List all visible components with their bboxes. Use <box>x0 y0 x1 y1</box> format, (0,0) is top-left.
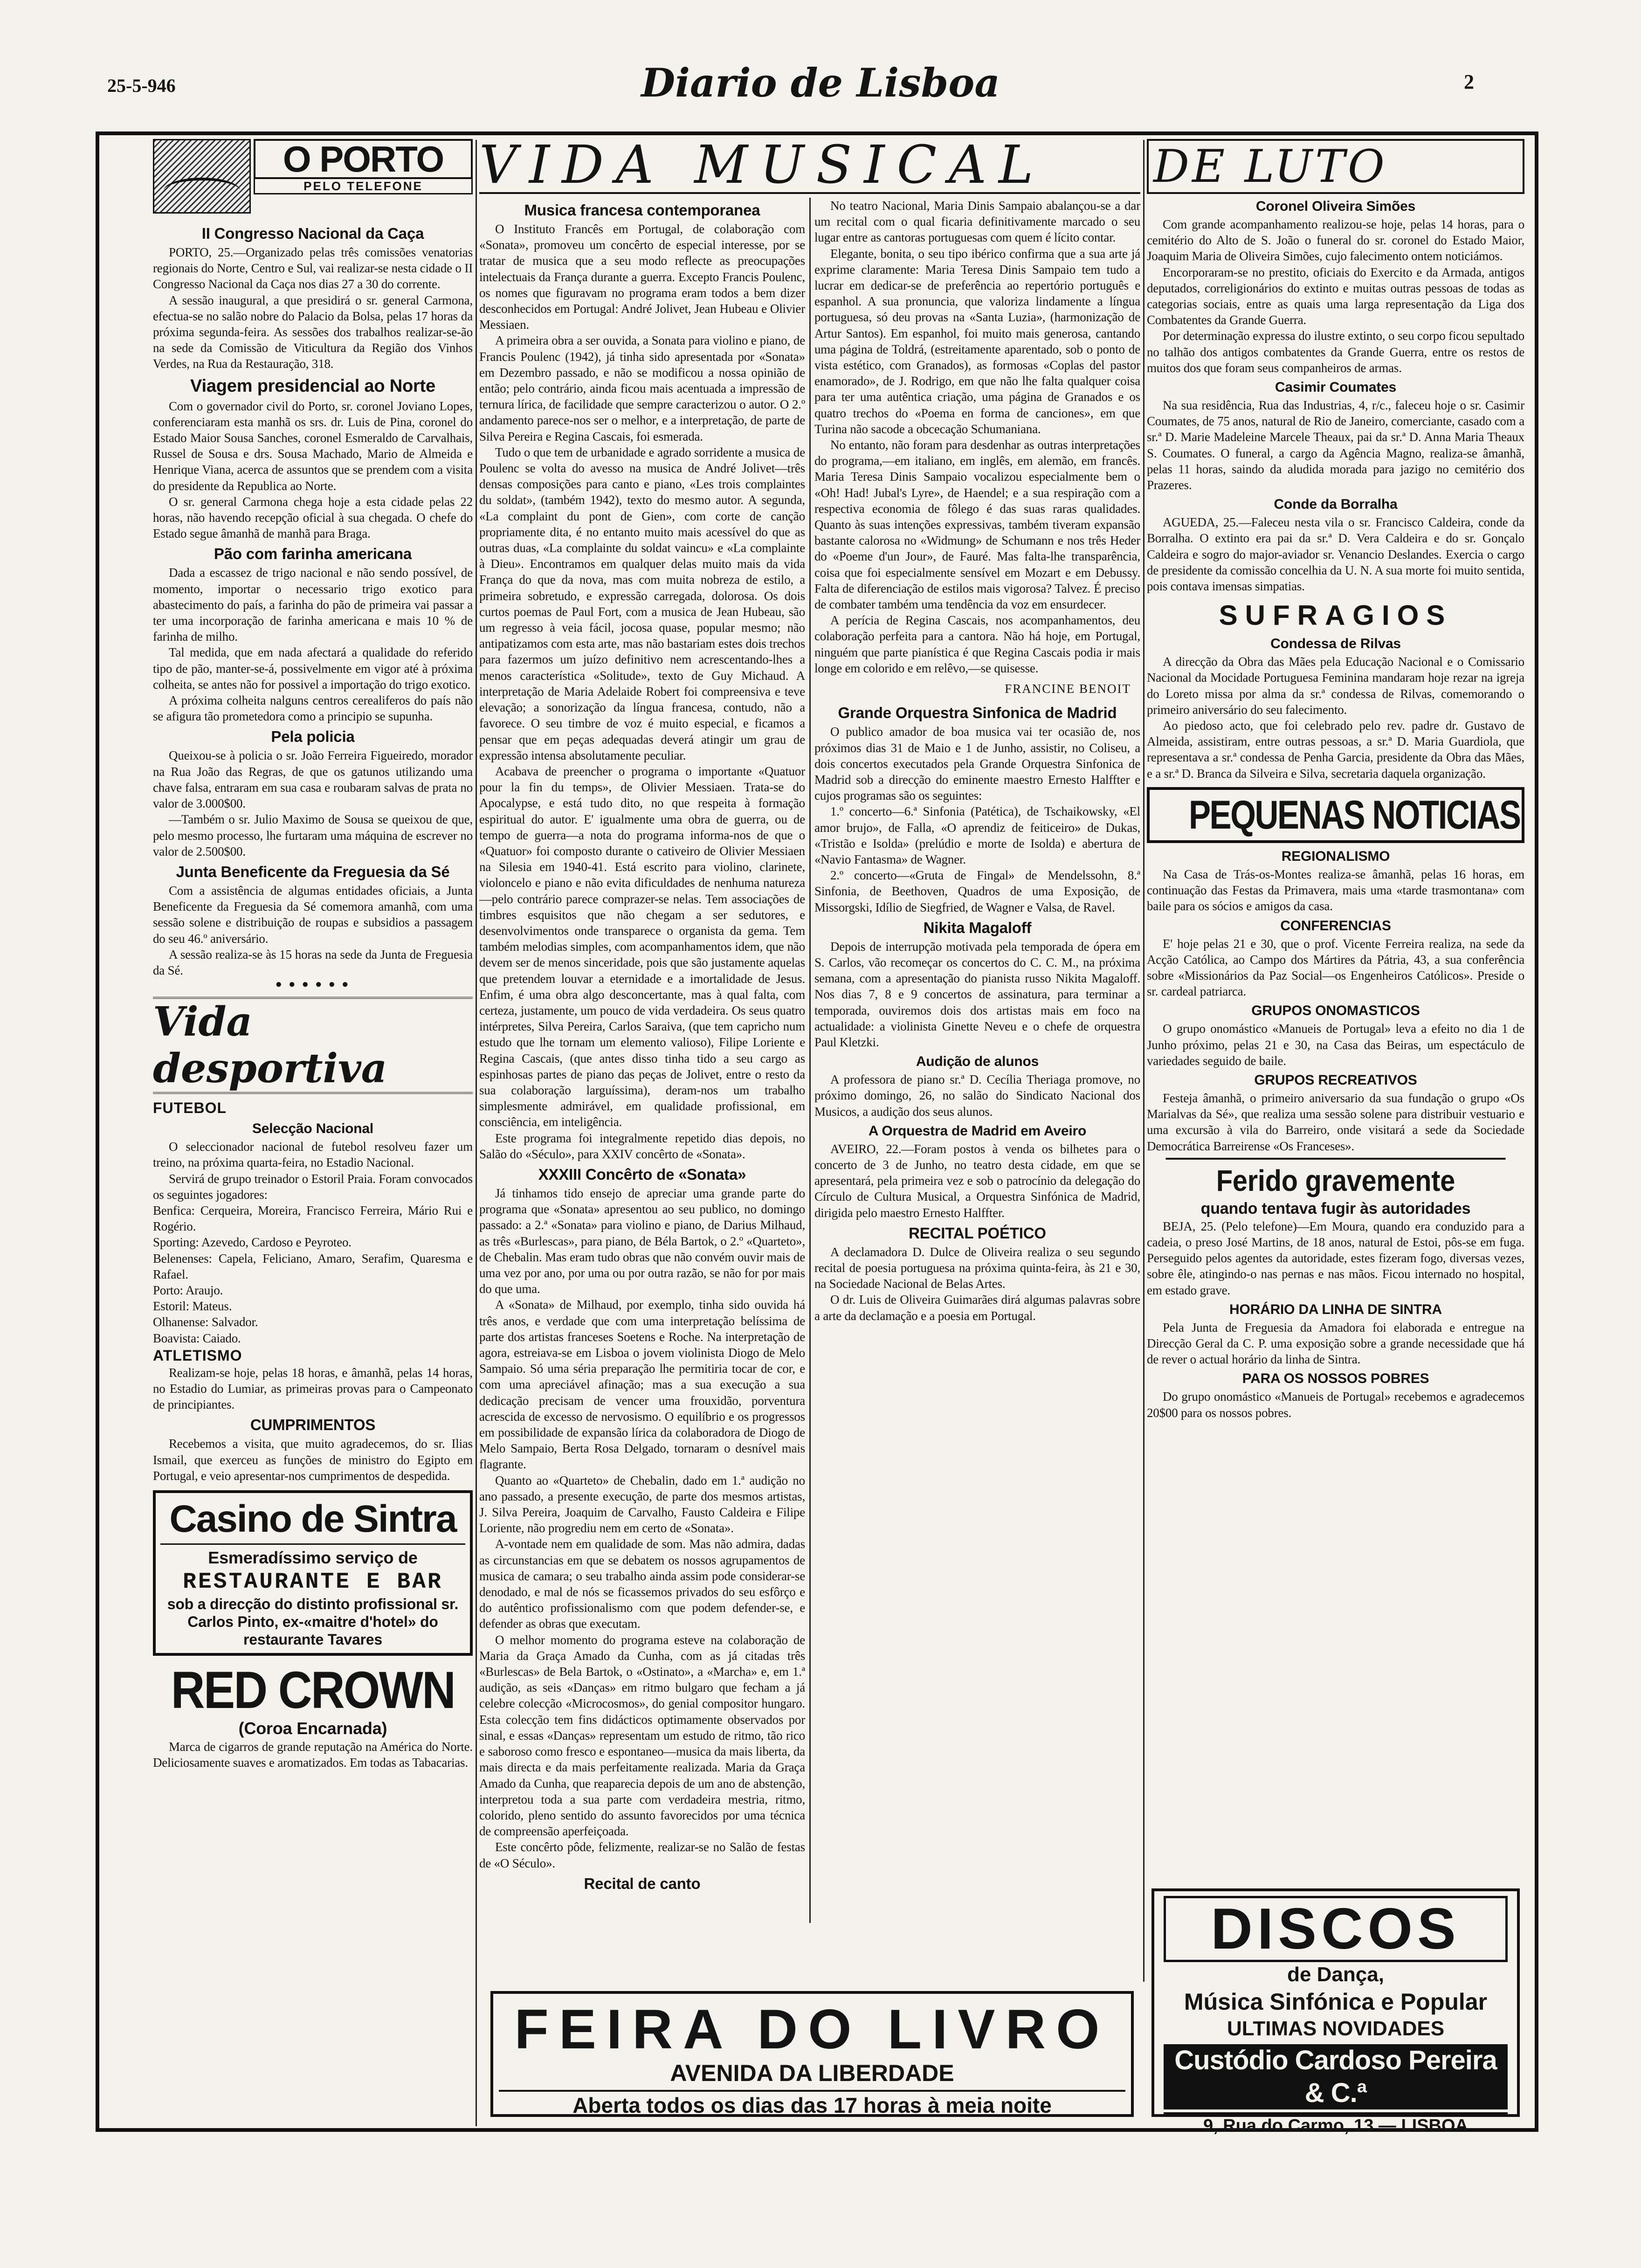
ad-title: FEIRA DO LIVRO <box>514 1998 1110 2061</box>
pequenas-noticias-banner <box>1147 787 1524 843</box>
headline: HORÁRIO DA LINHA DE SINTRA <box>1229 1301 1442 1317</box>
paragraph: Com o governador civil do Porto, sr. coronel Joviano Lopes, conferenciaram esta manhã os srs. dr. Luis de Pina, coronel do Estado Maior Sousa Sanches, coronel Esmeraldo de Carvalhais, Russel de Sousa e drs. Sousa Machado, Mario de Almeida e Henrique Viana, acerca de assuntos que se prendem com a visita do presidente da Republica ao Norte. <box>153 399 473 493</box>
headline-large: Ferido gravemente <box>1166 1158 1506 1199</box>
headline: Conde da Borralha <box>1274 497 1398 512</box>
paragraph: Na Casa de Trás-os-Montes realiza-se âmanhã, pelas 16 horas, em continuação das Festas da Primavera, mais uma «tarde trasmontana» com baile para os sócios e amigos da casa. <box>1147 867 1524 913</box>
paragraph: O melhor momento do programa esteve na colaboração de Maria da Graça Amado da Cunha, com as já citadas três «Burlescas» de Bela Bartok, o «Ostinato», a «Marcha» e, em 1.ª audição, as seis «Danças» em ritmo bulgaro que fecham a já celebre colecção «Microcosmos», do genial compositor hungaro. Esta colecção tem fins didácticos optimamente observados por sinal, e essas «Danças» representam um estudo de ritmo, tão rico e saboroso como fresco e espontaneo—musica da mais liberta, da mais directa e da mais perfeitamente realizada. Maria da Graça Amado da Cunha, que reaparecia depois de um ano de abstenção, interpretou toda a sua parte com verdadeira mestria, ritmo, colorido, pleno sentido do assunto favorecidos por uma técnica de compreensão aperfeiçoada. <box>479 1632 805 1839</box>
ad-line: ULTIMAS NOVIDADES <box>1227 2017 1445 2040</box>
list-item: Porto: Araujo. <box>153 1283 223 1297</box>
subsection-title: FUTEBOL <box>153 1099 227 1117</box>
headline: GRUPOS ONOMASTICOS <box>1251 1003 1420 1019</box>
paragraph: O dr. Luis de Oliveira Guimarães dirá algumas palavras sobre a arte da declamação e a poesia em Portugal. <box>814 1293 1140 1323</box>
paragraph: PORTO, 25.—Organizado pelas três comissões venatorias regionais do Norte, Centro e Sul, vai realizar-se nesta cidade o II Congresso Nacional da Caça nos dias 27 a 30 do corrente. <box>153 245 473 291</box>
section-title: VIDA MUSICAL <box>479 139 1140 194</box>
list-item: Sporting: Azevedo, Cardoso e Peyroteo. <box>153 1235 352 1250</box>
author-signature: FRANCINE BENOIT <box>1005 682 1131 696</box>
headline: A Orquestra de Madrid em Aveiro <box>868 1123 1087 1139</box>
paragraph: Elegante, bonita, o seu tipo ibérico confirma que a sua arte já exprime claramente: Maria Teresa Dinis Sampaio tem tudo a lucrar em dedicar-se de preferência ao repertório português e espanhol. A sua pronuncia, que valoriza lindamente a língua portuguesa, só deu provas na «Santa Luzia», (harmonização de Artur Santos). Em espanhol, foi muito mais generosa, cantando uma página de Toldrá, (estreitamente aparentado, sob o ponto de vista estético, com Granados), as formosas «Coplas del pastor enamorado», de J. Rodrigo, em que não lhe falta qualquer coisa para ter uma autêntica criação, uma página de Granados e os quatro trechos do «Poema en forma de canciones», em que Turina não sacode a obcecação Schumaniana. <box>814 246 1140 436</box>
list-item: Belenenses: Capela, Feliciano, Amaro, Serafim, Quaresma e Rafael. <box>153 1251 473 1281</box>
paragraph: —Também o sr. Julio Maximo de Sousa se queixou de que, pelo mesmo processo, lhe furtaram uma máquina de escrever no valor de 2.500$00. <box>153 812 473 858</box>
paragraph: Tal medida, que em nada afectará a qualidade do referido tipo de pão, manter-se-á, possivelmente em vigor até à próxima colheita, se antes não for possivel a importação do trigo exotico. <box>153 645 473 691</box>
ad-title: Casino de Sintra <box>169 1497 456 1540</box>
paragraph: A perícia de Regina Cascais, nos acompanhamentos, deu colaboração perfeita para a cantora. Não há hoje, em Portugal, ninguém que parte pianística é que Regina Cascais podia ir mais longe em colorido e em relêvo,—se quisesse. <box>814 613 1140 675</box>
headline: Musica francesa contemporanea <box>524 201 760 219</box>
paragraph: A professora de piano sr.ª D. Cecília Theriaga promove, no próximo domingo, 26, no salão do Sindicato Nacional dos Musicos, a audição dos seus alunos. <box>814 1072 1140 1119</box>
ad-line: sob a direcção do distinto profissional sr. Carlos Pinto, ex-«maitre d'hotel» do restaurante Tavares <box>167 1595 459 1648</box>
ad-text: Marca de cigarros de grande reputação na América do Norte. Deliciosamente suaves e aromatizados. Em todas as Tabacarias. <box>153 1739 473 1770</box>
paragraph: A sessão realiza-se às 15 horas na sede da Junta de Freguesia da Sé. <box>153 947 473 977</box>
headline: Casimir Coumates <box>1275 380 1397 395</box>
headline: Coronel Oliveira Simões <box>1255 199 1416 214</box>
paragraph: Acabava de preencher o programa o importante «Quatuor pour la fin du temps», de Olivier Messiaen. Trata-se do Apocalypse, e está tudo dito, no que respeita à formação espiritual do autor. E' igualmente uma obra de guerra, ou de tempo de guerra—a nota do programa informa-nos de que o «Quatuor» foi composto durante o cativeiro de Olivier Messiaen na Silesia em 1940-41. Está escrito para violino, clarinete, violoncelo e piano e não evita dificuldades de nenhuma natureza—pelo contrário parece comprazer-se nelas. Tem associações de timbres esquisitos que não chegam a ser sedutores, e desenvolvimentos onde transparece o organista da gema. Tem também melodias simples, com acompanhamentos idem, que não devem ser de menos sinceridade, pois que são justamente aquelas que pretendem louvar a eternidade e a imortalidade de Jesus. Enfim, é uma obra algo desconcertante, mas à qual falta, com certeza, justamente, um pouco de vida verdadeira. Os seus quatro intérpretes, Silva Pereira, Carlos Saraiva, (que tem capricho num estudo que lhe tornam um elemento valioso), Filipe Loriente e Regina Cascais, (que antes disso tinha tido a seu cargo as espinhosas partes de piano das peças de Jolivet, entre o resto da sua colaboração larguíssima), deram-nos um trabalho simplesmente admirável, em qualidade profissional, em consciência, em inteligência. <box>479 764 805 1129</box>
paragraph: Tudo o que tem de urbanidade e agrado sorridente a musica de Poulenc se volta do avesso na musica de André Jolivet—três densas composições para canto e piano, «Les trois complaintes du soldat», (também 1942), texto do mesmo autor. A segunda, «La complaint du pont de Gien», com corte de canção propriamente dita, é no entanto muito mais acessível do que as outras duas, «La complainte du soldat vaincu» e «La complainte à Dieu». Encontramos em qualquer delas muito mais da vida França do que da nova, mas com muita nobreza de estilo, a primeira sobretudo, e expressão carregada, dolorosa. Os dois curtos poemas de Paul Fort, com a musica de Jean Hubeau, são um regresso à veia fácil, jocosa quase, popular mesmo; não antipatizamos com esta arte, mas não bastariam estes dois trechos para fazermos um juízo definitivo nem acrescentando-lhes a menos característica «Solitude», texto de Guy Michaud. A interpretação de Maria Adelaide Robert foi compreensiva e teve elevação; a sonorização da língua francesa, contudo, não a favorece. O seu timbre de voz é muito especial, e ficamos a pensar que em peças adequadas deverá atingir um grau de expressão intensa absolutamente peculiar. <box>479 445 805 762</box>
headline: CUMPRIMENTOS <box>250 1416 376 1434</box>
paragraph: Quanto ao «Quarteto» de Chebalin, dado em 1.ª audição no ano passado, a presente execução, de parte dos mesmos artistas, J. Silva Pereira, Joaquim de Carvalho, Fausto Caldeira e Filipe Loriente, não progrediu nem em certo de «Sonata». <box>479 1473 805 1535</box>
paragraph: 2.º concerto—«Gruta de Fingal» de Mendelssohn, 8.ª Sinfonia, de Beethoven, Quadros de uma Exposição, de Missorgski, Idílio de Siegfried, de Wagner e Valsa, de Ravel. <box>814 868 1140 914</box>
paragraph: E' hoje pelas 21 e 30, que o prof. Vicente Ferreira realiza, na sede da Acção Católica, ao Campo dos Mártires da Pátria, 43, a sua conferência sobre «Missionários da Paz Social—os Engenheiros Católicos». Preside o sr. cardeal patriarca. <box>1147 936 1524 999</box>
paragraph: Recebemos a visita, que muito agradecemos, do sr. Ilias Ismail, que exerceu as funções de ministro do Egipto em Portugal, e veio apresentar-nos cumprimentos de despedida. <box>153 1437 473 1483</box>
issue-date: 25-5-946 <box>107 75 176 96</box>
porto-logo <box>153 139 473 218</box>
paragraph: A direcção da Obra das Mães pela Educação Nacional e o Comissario Nacional da Mocidade Portuguesa Feminina mandaram hoje rezar na igreja do Loreto missa por alma da sr.ª condessa de Rilvas, comemorando o primeiro aniversário do seu falecimento. <box>1147 655 1524 717</box>
paragraph: O sr. general Carmona chega hoje a esta cidade pelas 22 horas, não havendo recepção oficial à sua chegada. O chefe do Estado segue âmanhã de manhã para Braga. <box>153 494 473 541</box>
player-list <box>153 1203 473 1346</box>
ad-line: Esmeradíssimo serviço de <box>160 1543 465 1569</box>
headline: PARA OS NOSSOS POBRES <box>1242 1371 1429 1387</box>
ad-company: Custódio Cardoso Pereira & C.ª <box>1164 2044 1508 2109</box>
casino-sintra-ad <box>153 1490 473 1656</box>
paragraph: Realizam-se hoje, pelas 18 horas, e âmanhã, pelas 14 horas, no Estadio do Lumiar, as primeiras provas para o Campeonato de principiantes. <box>153 1365 473 1412</box>
paragraph: Por determinação expressa do ilustre extinto, o seu corpo ficou sepultado no talhão dos antigos combatentes da Grande Guerra, entre os restos de muitos dos que foram seus companheiros de armas. <box>1147 329 1524 375</box>
paragraph: Pela Junta de Freguesia da Amadora foi elaborada e entregue na Direcção Geral da C. P. uma exposição sobre a grande necessidade que há de rever o actual horário da linha de Sintra. <box>1147 1320 1524 1367</box>
paragraph: Depois de interrupção motivada pela temporada de ópera em S. Carlos, vão recomeçar os concertos do C. C. M., na próxima semana, com a apresentação do pianista russo Nikita Magaloff. Nos dias 7, 8 e 9 concertos de assinatura, para terminar a temporada, ouviremos dois dos artistas mais em foco na actualidade: a violinista Ginette Neveu e o chefe de orquestra Paul Kletzki. <box>814 939 1140 1049</box>
paragraph: No entanto, não foram para desdenhar as outras interpretações do programa,—em italiano, em inglês, em alemão, em francês. Maria Teresa Dinis Sampaio vocalizou especialmente bem o «Oh! Had! Jubal's Lyre», de Haendel; e a sua respiração com a respectiva economia de fôlego é das suas raras qualidades. Quanto às suas intenções expressivas, também tiveram expansão bastante calorosa no «Widmung» de Schumann e nos três Heder do «Poeme d'un Jour», de Fauré. Mas falta-lhe transparência, coisa que foi especialmente sensível em Mozart e em Debussy. Falta de diferenciação de estilos mais vigorosa? Talvez. É preciso de combater também uma tendência da voz em ensurdecer. <box>814 438 1140 612</box>
section-title: SUFRAGIOS <box>1219 600 1453 631</box>
headline: Recital de canto <box>584 1874 701 1892</box>
headline: Audição de alunos <box>916 1054 1039 1070</box>
section-title: DE LUTO <box>1147 139 1524 194</box>
headline: Viagem presidencial ao Norte <box>190 376 435 396</box>
list-item: Olhanense: Salvador. <box>153 1315 258 1329</box>
paragraph: AGUEDA, 25.—Faleceu nesta vila o sr. Francisco Caldeira, conde da Borralha. O extinto era pai da sr.ª D. Vera Caldeira e do sr. Gonçalo Caldeira e sogro do major-aviador sr. Venancio Deslandes. Exercia o cargo de presidente da comissão concelhia da U. N. A sua morte foi muito sentida, pois contava imensas simpatias. <box>1147 515 1524 594</box>
paragraph: Com grande acompanhamento realizou-se hoje, pelas 14 horas, para o cemitério do Alto de S. João o funeral do sr. coronel do Estado Maior, Joaquim Maria de Oliveira Simões, cujo falecimento ontem noticiámos. <box>1147 217 1524 263</box>
paragraph: A sessão inaugural, a que presidirá o sr. general Carmona, efectua-se no salão nobre do Palacio da Bolsa, pelas 17 horas da próxima segunda-feira. As sessões dos trabalhos realizar-se-ão na sede da Comissão de Viticultura da Região dos Vinhos Verdes, na Rua da Restauração, 318. <box>153 293 473 371</box>
red-crown-ad <box>153 1662 473 1770</box>
porto-logo-title: O PORTO <box>254 139 473 179</box>
headline: GRUPOS RECREATIVOS <box>1254 1072 1417 1088</box>
paragraph: AVEIRO, 22.—Foram postos à venda os bilhetes para o concerto de 3 de Junho, no teatro desta cidade, em que se apresentará, pela primeira vez e sob o patrocínio da delegação do Círculo de Cultura Musical, a Orquestra Sinfónica de Madrid, dirigida pelo maestro Ernesto Halffter. <box>814 1141 1140 1220</box>
headline: Condessa de Rilvas <box>1270 636 1401 652</box>
subsection-title: ATLETISMO <box>153 1347 242 1364</box>
paragraph: Com a assistência de algumas entidades oficiais, a Junta Beneficente da Freguesia da Sé comemora amanhã, com uma sessão solene e distribuição de roupas e subsidios a passagem do seu 46.º aniversário. <box>153 883 473 946</box>
paragraph: A declamadora D. Dulce de Oliveira realiza o seu segundo recital de poesia portuguesa na próxima quinta-feira, às 21 e 30, na Sociedade Nacional de Belas Artes. <box>814 1245 1140 1291</box>
paragraph: O seleccionador nacional de futebol resolveu fazer um treino, na próxima quarta-feira, no Estadio Nacional. <box>153 1140 473 1170</box>
newspaper-title: Diario de Lisboa <box>641 60 1000 106</box>
paragraph: A primeira obra a ser ouvida, a Sonata para violino e piano, de Francis Poulenc (1942), já tinha sido apresentada por «Sonata» em Dezembro passado, e não se modificou a nossa opinião de então; pelo contrário, ainda ficou mais acentuada a impressão de ternura lírica, de facilidade que sempre caracterizou o autor. O 2.º andamento parece-nos ser o melhor, e a interpretação, de parte de Silva Pereira e Regina Cascais, foi esmerada. <box>479 333 805 443</box>
headline: Pela policia <box>271 728 355 746</box>
column-rule <box>1143 140 1145 1982</box>
paragraph: Queixou-se à policia o sr. João Ferreira Figueiredo, morador na Rua João das Regras, de que os gatunos utilizando uma chave falsa, entraram em sua casa e roubaram salvas de prata no valor de 3.000$00. <box>153 748 473 811</box>
headline: Pão com farinha americana <box>214 545 412 563</box>
page-number: 2 <box>1464 70 1474 93</box>
list-item: Boavista: Caiado. <box>153 1331 241 1345</box>
headline: Grande Orquestra Sinfonica de Madrid <box>838 704 1117 722</box>
ad-line: de Dança, <box>1287 1963 1384 1986</box>
paragraph: O Instituto Francês em Portugal, de colaboração com «Sonata», promoveu um concêrto de especial interesse, por se tratar de musica que a seu modo reflecte as preocupações intelectuais da França durante a guerra. Excepto Francis Poulenc, os nomes que figuravam no programa eram todos a bem dizer desconhecidos em Portugal: André Jolivet, Jean Hubeau e Olivier Messiaen. <box>479 222 805 332</box>
headline: CONFERENCIAS <box>1280 918 1391 933</box>
ad-line: AVENIDA DA LIBERDADE <box>670 2060 954 2086</box>
ad-line: Aberta todos os dias das 17 horas à meia noite <box>499 2090 1125 2119</box>
paragraph: Do grupo onomástico «Manueis de Portugal» recebemos e agradecemos 20$00 para os nossos pobres. <box>1147 1390 1524 1420</box>
headline: II Congresso Nacional da Caça <box>201 225 424 242</box>
paragraph: Já tinhamos tido ensejo de apreciar uma grande parte do programa que «Sonata» apresentou ao seu publico, no domingo passado: a 2.ª «Sonata» para violino e piano, de Darius Milhaud, as três «Burlescas», para piano, de Béla Bartok, o 2.º «Quarteto», de Chebalin. Mas eram tudo obras que não convém ouvir mais de uma vez por ano, por uma ou por outra razão, se não for por mais do que uma. <box>479 1186 805 1296</box>
paragraph: Dada a escassez de trigo nacional e não sendo possível, de momento, importar o necessario trigo exotico para abastecimento do país, a farinha do pão de primeira vai passar a ter uma incorporação de farinha americana e mais 10 % de farinha de milho. <box>153 566 473 644</box>
headline: Nikita Magaloff <box>923 919 1032 936</box>
porto-logo-subtitle: PELO TELEFONE <box>254 179 473 194</box>
column-vida-musical <box>479 139 1140 1984</box>
ad-subtitle: (Coroa Encarnada) <box>238 1718 387 1738</box>
paragraph: O publico amador de boa musica vai ter ocasião de, nos próximos dias 31 de Maio e 1 de Junho, assistir, no Coliseu, a dois concertos executados pela Grande Orquestra Sinfonica de Madrid sob a direcção do eminente maestro Ernesto Halffter e cujos programas são os seguintes: <box>814 725 1140 803</box>
section-title: PEQUENAS NOTICIAS <box>1188 792 1520 837</box>
feira-do-livro-ad <box>490 1991 1134 2117</box>
column-rule <box>476 140 477 2126</box>
list-item: Benfica: Cerqueira, Moreira, Francisco Ferreira, Mário Rui e Rogério. <box>153 1203 473 1234</box>
paragraph: BEJA, 25. (Pelo telefone)—Em Moura, quando era conduzido para a cadeia, o preso José Martins, de 18 anos, natural de Estoi, pôs-se em fuga. Perseguido pelos agentes da autoridade, estes fizeram fogo, diversas vezes, sobre êle, atingindo-o nas pernas e nas mãos. Ficou internado no hospital, em estado grave. <box>1147 1219 1524 1297</box>
discos-ad <box>1151 1888 1520 2136</box>
column-luto <box>1147 139 1524 1881</box>
headline: Junta Beneficente da Freguesia da Sé <box>176 863 450 880</box>
headline: XXXIII Concêrto de «Sonata» <box>538 1165 746 1183</box>
headline: RECITAL POÉTICO <box>909 1224 1046 1242</box>
headline: Selecção Nacional <box>252 1121 374 1137</box>
paragraph: Ao piedoso acto, que foi celebrado pelo rev. padre dr. Gustavo de Almeida, assistiram, entre outras pessoas, a sr.ª D. Maria Guardiola, que representava a sr.ª condessa de Penha Garcia, presidente da Obra das Mães, e a sr.ª D. Branca da Silveira e Silva, secretaria daquela organização. <box>1147 719 1524 781</box>
paragraph: A próxima colheita nalguns centros cerealiferos do país não se afigura tão prometedora como a principio se supunha. <box>153 693 473 724</box>
paragraph: Este programa foi integralmente repetido dias depois, no Salão do «Século», para XXIV concêrto de «Sonata». <box>479 1131 805 1161</box>
ornament-divider: ● ● ● ● ● ● <box>275 978 351 991</box>
column-porto <box>153 139 473 2128</box>
ad-title: RED CROWN <box>171 1660 455 1719</box>
ad-line: Música Sinfónica e Popular <box>1184 1989 1488 2015</box>
ad-line: RESTAURANTE E BAR <box>183 1569 443 1595</box>
paragraph: Servirá de grupo treinador o Estoril Praia. Foram convocados os seguintes jogadores: <box>153 1171 473 1202</box>
paragraph: O grupo onomástico «Manueis de Portugal» leva a efeito no dia 1 de Junho próximo, pelas 21 e 30, na Casa das Beiras, um espectáculo de variedades seguido de baile. <box>1147 1022 1524 1068</box>
vida-musical-body <box>479 198 1140 1923</box>
sports-section-title: Vida desportiva <box>153 997 473 1094</box>
porto-bridge-illustration <box>153 139 251 214</box>
headline: REGIONALISMO <box>1281 848 1390 864</box>
list-item: Estoril: Mateus. <box>153 1299 232 1314</box>
paragraph: A «Sonata» de Milhaud, por exemplo, tinha sido ouvida há três anos, e verdade que com uma interpretação belíssima de parte dos artistas franceses Soetens e Roche. Na interpretação de agora, estreiava-se em Lisboa o jovem violinista Diogo de Melo Sampaio. Só uma séria preparação lhe permitiria tocar de cor, e com uma apreciável afinação; mas a sua execução a sua dedicação precisam de vencer uma frouxidão, porventura acrescida de excesso de nervosismo. O equilíbrio e os progressos em possibilidade de expansão lírica da colaboradora de Diogo de Melo Sampaio, Berta Rosa Delgado, tornaram o desnível mais flagrante. <box>479 1298 805 1472</box>
paragraph: Encorporaram-se no prestito, oficiais do Exercito e da Armada, antigos deputados, correligionários do extinto e muitas outras pessoas de todas as categorias sociais, entre as quais uma larga representação da Liga dos Combatentes da Grande Guerra. <box>1147 265 1524 327</box>
paragraph: 1.º concerto—6.ª Sinfonia (Patética), de Tschaikowsky, «El amor brujo», de Falla, «O aprendiz de feiticeiro» de Dukas, «Tristão e Isolda» (prelúdio e morte de Isolda) e abertura de «Navio Fantasma» de Wagner. <box>814 804 1140 866</box>
paragraph: Festeja âmanhã, o primeiro aniversario da sua fundação o grupo «Os Marialvas da Sé», que realiza uma sessão solene para distribuir vestuario e uma excursão à vila do Barreiro, onde visitará a sede da Sociedade Democrática Barreirense «Os Franceses». <box>1147 1091 1524 1153</box>
ad-address: 9, Rua do Carmo, 13 — LISBOA <box>1164 2112 1508 2137</box>
paragraph: Na sua residência, Rua das Industrias, 4, r/c., faleceu hoje o sr. Casimir Coumates, de 75 anos, natural de Rio de Janeiro, comerciante, casado com a sr.ª D. Marie Madeleine Marcele Theaux, pai da sr.ª D. Anna Maria Theaux S. Coumates. O funeral, a cargo da Agência Magno, realiza-se âmanhã, pelas 11 horas, saindo da aludida morada para jazigo no cemitério dos Prazeres. <box>1147 398 1524 492</box>
ad-title: DISCOS <box>1164 1896 1508 1962</box>
paragraph: No teatro Nacional, Maria Dinis Sampaio abalançou-se a dar um recital com o qual ficaria definitivamente marcado o seu lugar entre as cantoras portuguesas com quem é lícito contar. <box>814 199 1140 245</box>
paragraph: Este concêrto pôde, felizmente, realizar-se no Salão de festas de «O Século». <box>479 1840 805 1870</box>
headline-subtitle: quando tentava fugir às autoridades <box>1200 1199 1471 1217</box>
paragraph: A-vontade nem em qualidade de som. Mas não admira, dadas as circunstancias em que se debatem os nossos agrupamentos de musica de camara; o seu trabalho ainda assim pode considerar-se denodado, e mal de nós se ficassemos privados do seu esfôrço e do autêntico profissionalismo com que podem defender-se, e defender as obras que executam. <box>479 1537 805 1631</box>
